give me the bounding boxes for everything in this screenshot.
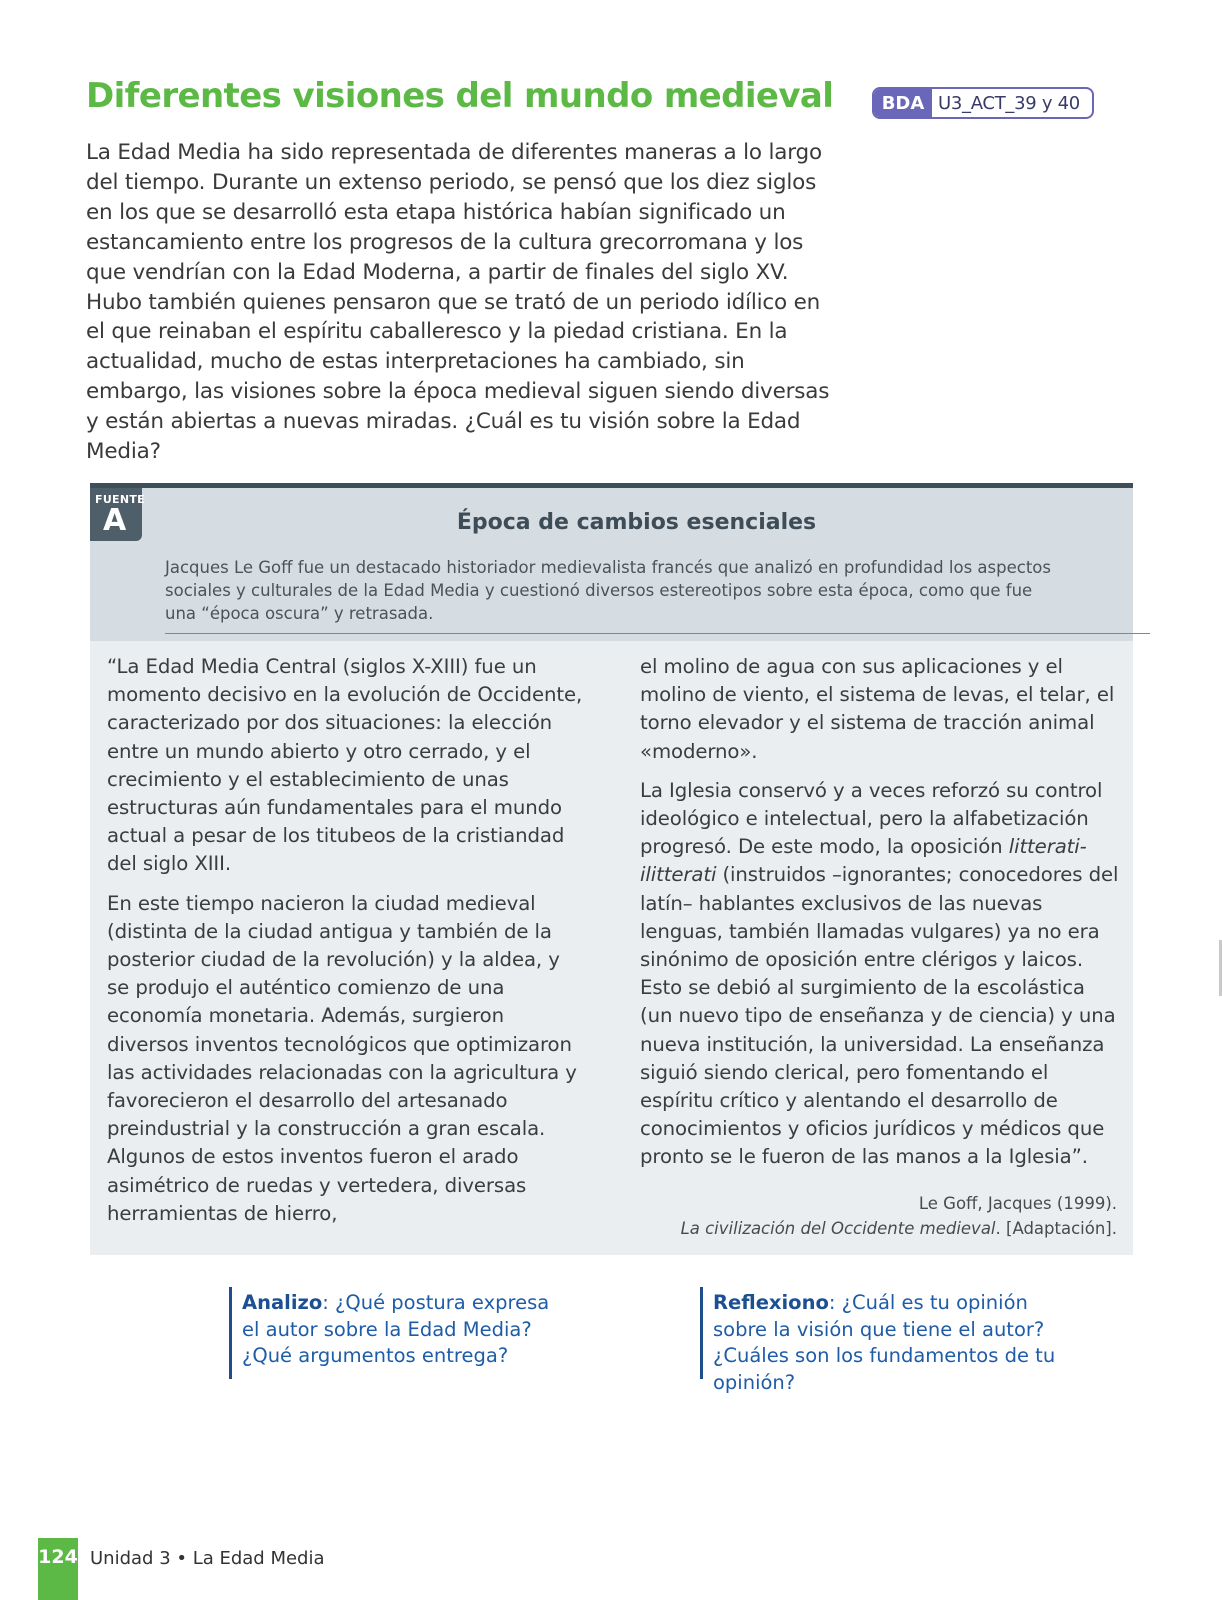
question-label: Reflexiono bbox=[713, 1291, 829, 1314]
citation-author: Le Goff, Jacques (1999). bbox=[918, 1194, 1117, 1213]
quote-paragraph: “La Edad Media Central (siglos X-XIII) fue un momento decisivo en la evolución de Occidente, caracterizado por dos situaciones: la elección entre un mundo abierto y otro cerrado, y el crecimiento y el establecimiento de unas estructuras aún fundamentales para el mundo actual a pesar de los titubeos de la cristiandad del siglo XIII. bbox=[107, 655, 583, 876]
question-text: : ¿Qué postura expresa el autor sobre la Edad Media? ¿Qué argumentos entrega? bbox=[242, 1291, 550, 1367]
source-badge-letter: A bbox=[103, 503, 127, 538]
citation-book-title: La civilización del Occidente medieval bbox=[680, 1219, 996, 1238]
citation bbox=[681, 1191, 1117, 1241]
quote-paragraph: En este tiempo nacieron la ciudad medieval (distinta de la ciudad antigua y también de la posterior ciudad de la revolución) y la aldea, y se produjo el auténtico comienzo de una economía monetaria. Además, surgieron diversos inventos tecnológicos que optimizaron las actividades relacionadas con la agricultura y favorecieron el desarrollo del artesanado preindustrial y la construcción a gran escala. Algunos de estos inventos fueron el arado asimétrico de ruedas y vertedera, diversas herramientas de hierro, bbox=[107, 891, 577, 1225]
quote-paragraph bbox=[640, 777, 1120, 1172]
bda-code: U3_ACT_39 y 40 bbox=[938, 92, 1080, 114]
source-box bbox=[90, 483, 1133, 1255]
quote-text: (instruidos –ignorantes; conocedores del latín– hablantes exclusivos de las nuevas lenguas, también llamadas vulgares) ya no era sinónimo de oposición entre clérigos y laicos. Esto se debió al surgimiento de la escolástica (un nuevo tipo de enseñanza y de ciencia) y una nueva institución, la universidad. La enseñanza siguió siendo clerical, pero fomentando el espíritu crítico y alentando el desarrollo de conocimientos y oficios jurídicos y médicos que pronto se le fueron de las manos a la Iglesia”. bbox=[640, 863, 1119, 1169]
page-number: 124 bbox=[38, 1546, 78, 1568]
quote-italic-term: litterati-ilitterati bbox=[640, 835, 1087, 887]
quote-text: La Iglesia conservó y a veces reforzó su control ideológico e intelectual, pero la alfabetización progresó. De este modo, la oposición bbox=[640, 778, 1103, 859]
source-description: Jacques Le Goff fue un destacado historiador medievalista francés que analizó en profundidad los aspectos sociales y culturales de la Edad Media y cuestionó diversos estereotipos sobre esta época, como que fue una “época oscura” y retrasada. bbox=[165, 558, 1051, 623]
question-text: : ¿Cuál es tu opinión sobre la visión que tiene el autor? ¿Cuáles son los fundamentos de tu opinión? bbox=[713, 1291, 1056, 1394]
question-reflexiono bbox=[700, 1287, 1060, 1394]
bda-reference-badge[interactable] bbox=[872, 87, 1094, 119]
page-title: Diferentes visiones del mundo medieval bbox=[86, 76, 834, 116]
question-label: Analizo bbox=[242, 1291, 323, 1314]
citation-book-line bbox=[681, 1216, 1117, 1241]
quote-paragraph: el molino de agua con sus aplicaciones y el molino de viento, el sistema de levas, el telar, el torno elevador y el sistema de tracción animal «moderno». bbox=[640, 655, 1115, 763]
source-title: Época de cambios esenciales bbox=[456, 510, 817, 535]
question-analizo bbox=[229, 1287, 559, 1379]
quote-column-left bbox=[107, 653, 585, 1239]
intro-paragraph: La Edad Media ha sido representada de diferentes maneras a lo largo del tiempo. Durante un extenso periodo, se pensó que los diez siglos en los que se desarrolló esta etapa histórica habían significado un estancamiento entre los progresos de la cultura grecorromana y los que vendrían con la Edad Moderna, a partir de finales del siglo XV. Hubo también quienes pensaron que se trató de un periodo idílico en el que reinaban el espíritu caballeresco y la piedad cristiana. En la actualidad, mucho de estas interpretaciones ha cambiado, sin embargo, las visiones sobre la época medieval siguen siendo diversas y están abiertas a nuevas miradas. ¿Cuál es tu visión sobre la Edad Media? bbox=[86, 140, 830, 465]
citation-note: . [Adaptación]. bbox=[995, 1219, 1117, 1238]
source-badge-label: FUENTE bbox=[95, 493, 145, 506]
quote-column-right bbox=[640, 653, 1120, 1183]
divider bbox=[165, 633, 1150, 634]
footer-unit-label: Unidad 3 • La Edad Media bbox=[90, 1548, 325, 1569]
bda-tag: BDA bbox=[874, 89, 932, 117]
